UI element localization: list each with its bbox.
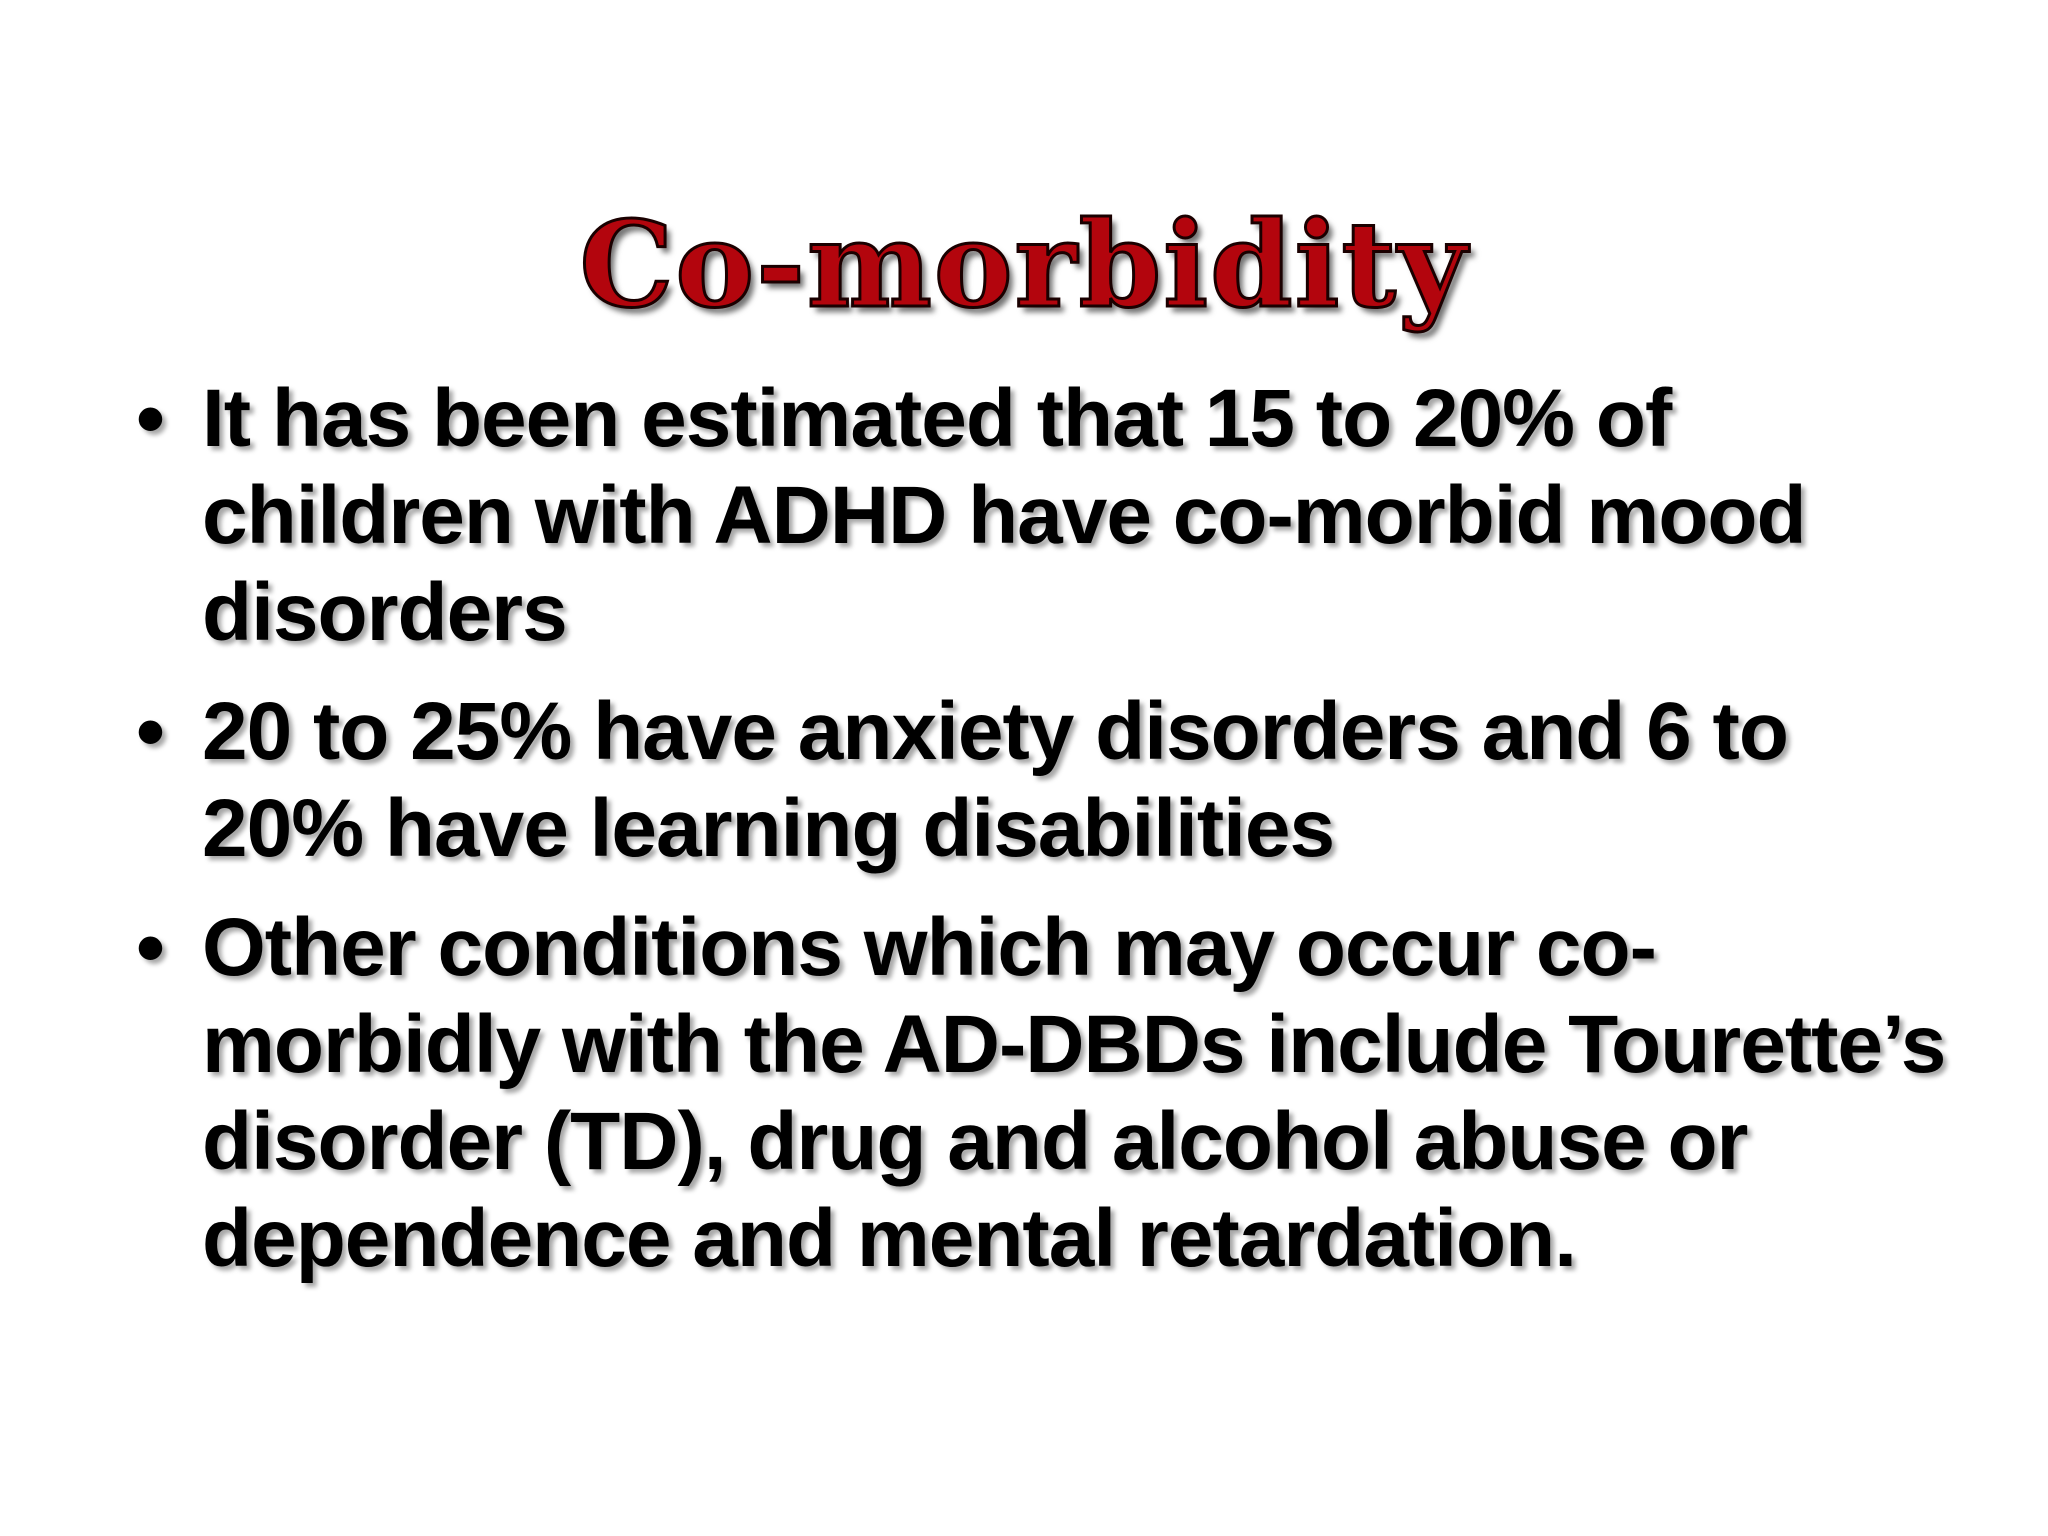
- bullet-item: [120, 899, 1960, 1287]
- bullet-text: Other conditions which may occur co-morbidly with the AD-DBDs include Tourette’s disorder (TD), drug and alcohol abuse or dependence and mental retardation.: [202, 902, 1946, 1284]
- bullet-list: [120, 370, 1960, 1309]
- bullet-text: It has been estimated that 15 to 20% of children with ADHD have co-morbid mood disorders: [202, 373, 1806, 658]
- bullet-icon: •: [136, 373, 164, 464]
- slide-title: Co-morbidity: [579, 195, 1469, 335]
- bullet-item: [120, 370, 1960, 661]
- bullet-text: 20 to 25% have anxiety disorders and 6 to 20% have learning disabilities: [202, 686, 1788, 874]
- bullet-icon: •: [136, 686, 164, 777]
- bullet-icon: •: [136, 902, 164, 993]
- bullet-item: [120, 683, 1960, 877]
